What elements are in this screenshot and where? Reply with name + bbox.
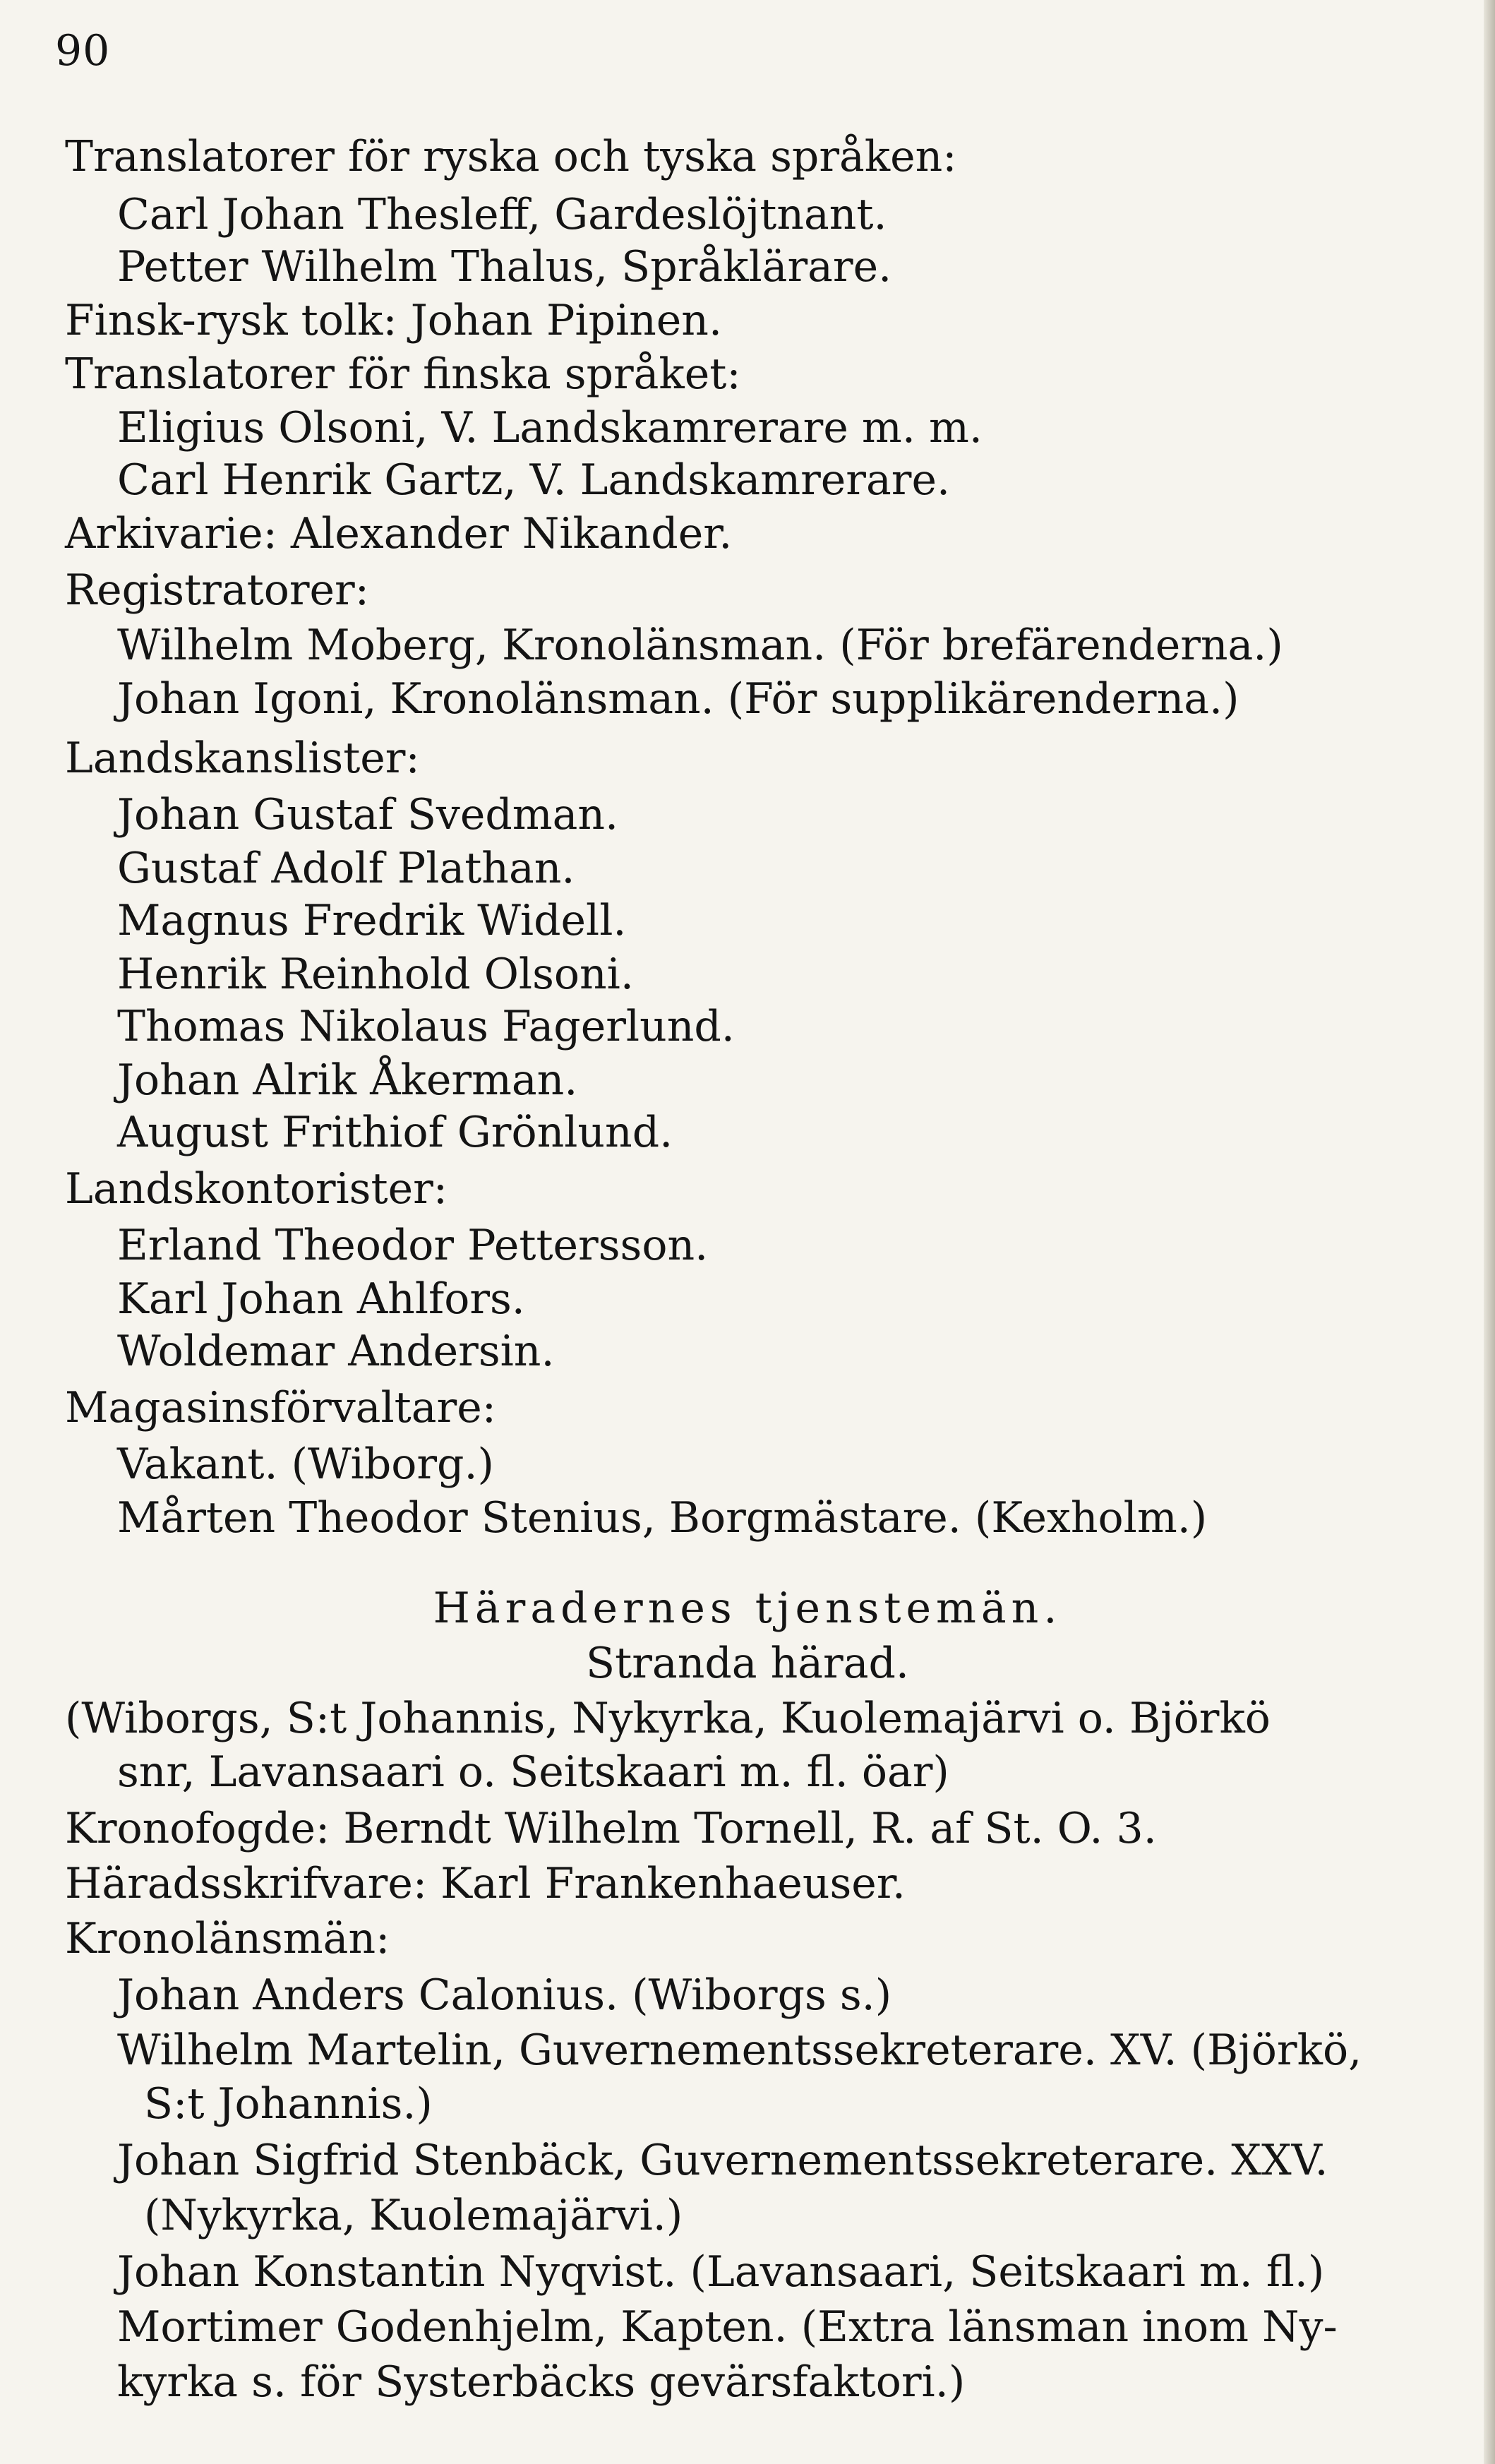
entry-line: Johan Konstantin Nyqvist. (Lavansaari, Seitskaari m. fl.) [117,2247,1325,2297]
section-heading-kronolansman: Kronolänsmän: [65,1914,390,1963]
entry-line: Johan Alrik Åkerman. [117,1055,578,1105]
entry-line-continued: (Nykyrka, Kuolemajärvi.) [144,2191,683,2240]
entry-line: Magnus Fredrik Widell. [117,896,627,945]
entry-line: Carl Henrik Gartz, V. Landskamrerare. [117,455,951,505]
entry-line: Woldemar Andersin. [117,1327,555,1376]
chapter-heading: Häradernes tjenstemän. [433,1584,1062,1633]
section-heading-translators-finnish: Translatorer för finska språket: [65,349,741,399]
entry-line: Carl Johan Thesleff, Gardeslöjtnant. [117,190,887,239]
entry-line: Vakant. (Wiborg.) [117,1440,494,1489]
entry-line: Johan Sigfrid Stenbäck, Guvernementssekreterare. XXV. [117,2136,1328,2185]
section-heading-landskontorister: Landskontorister: [65,1164,448,1214]
entry-line: Mortimer Godenhjelm, Kapten. (Extra länsman inom Ny- [117,2302,1338,2352]
entry-line: August Frithiof Grönlund. [117,1108,673,1157]
entry-line: Henrik Reinhold Olsoni. [117,950,634,999]
entry-line-continued: kyrka s. för Systerbäcks gevärsfaktori.) [117,2357,966,2407]
entry-line: Thomas Nikolaus Fagerlund. [117,1002,735,1051]
entry-line: Eligius Olsoni, V. Landskamrerare m. m. [117,403,983,453]
entry-line: Erland Theodor Pettersson. [117,1221,709,1270]
entry-line: Häradsskrifvare: Karl Frankenhaeuser. [65,1859,906,1908]
entry-line: Wilhelm Moberg, Kronolänsman. (För brefärenderna.) [117,621,1283,670]
entry-line-continued: S:t Johannis.) [144,2079,433,2129]
entry-line: Arkivarie: Alexander Nikander. [65,509,733,558]
entry-line: Karl Johan Ahlfors. [117,1274,525,1324]
section-heading-registrators: Registratorer: [65,566,369,615]
district-description-continued: snr, Lavansaari o. Seitskaari m. fl. öar) [117,1747,949,1797]
entry-line: Wilhelm Martelin, Guvernementssekreterare. XV. (Björkö, [117,2026,1362,2075]
entry-line: Gustaf Adolf Plathan. [117,844,575,893]
entry-line: Johan Anders Calonius. (Wiborgs s.) [117,1970,892,2020]
page-number: 90 [55,26,111,76]
entry-line: Kronofogde: Berndt Wilhelm Tornell, R. af St. O. 3. [65,1804,1157,1853]
entry-line: Mårten Theodor Stenius, Borgmästare. (Kexholm.) [117,1493,1208,1543]
section-heading-landskanslister: Landskanslister: [65,734,420,783]
entry-line: Johan Igoni, Kronolänsman. (För supplikärenderna.) [117,674,1239,724]
page-edge [1484,0,1495,2464]
entry-line: Finsk-rysk tolk: Johan Pipinen. [65,296,723,345]
district-heading: Stranda härad. [586,1639,909,1688]
section-heading-magasinsforvaltare: Magasinsförvaltare: [65,1383,496,1433]
entry-line: Johan Gustaf Svedman. [117,790,619,839]
section-heading-translators-russian-german: Translatorer för ryska och tyska språken: [65,132,957,181]
district-description: (Wiborgs, S:t Johannis, Nykyrka, Kuolemajärvi o. Björkö [65,1694,1271,1743]
entry-line: Petter Wilhelm Thalus, Språklärare. [117,242,892,292]
